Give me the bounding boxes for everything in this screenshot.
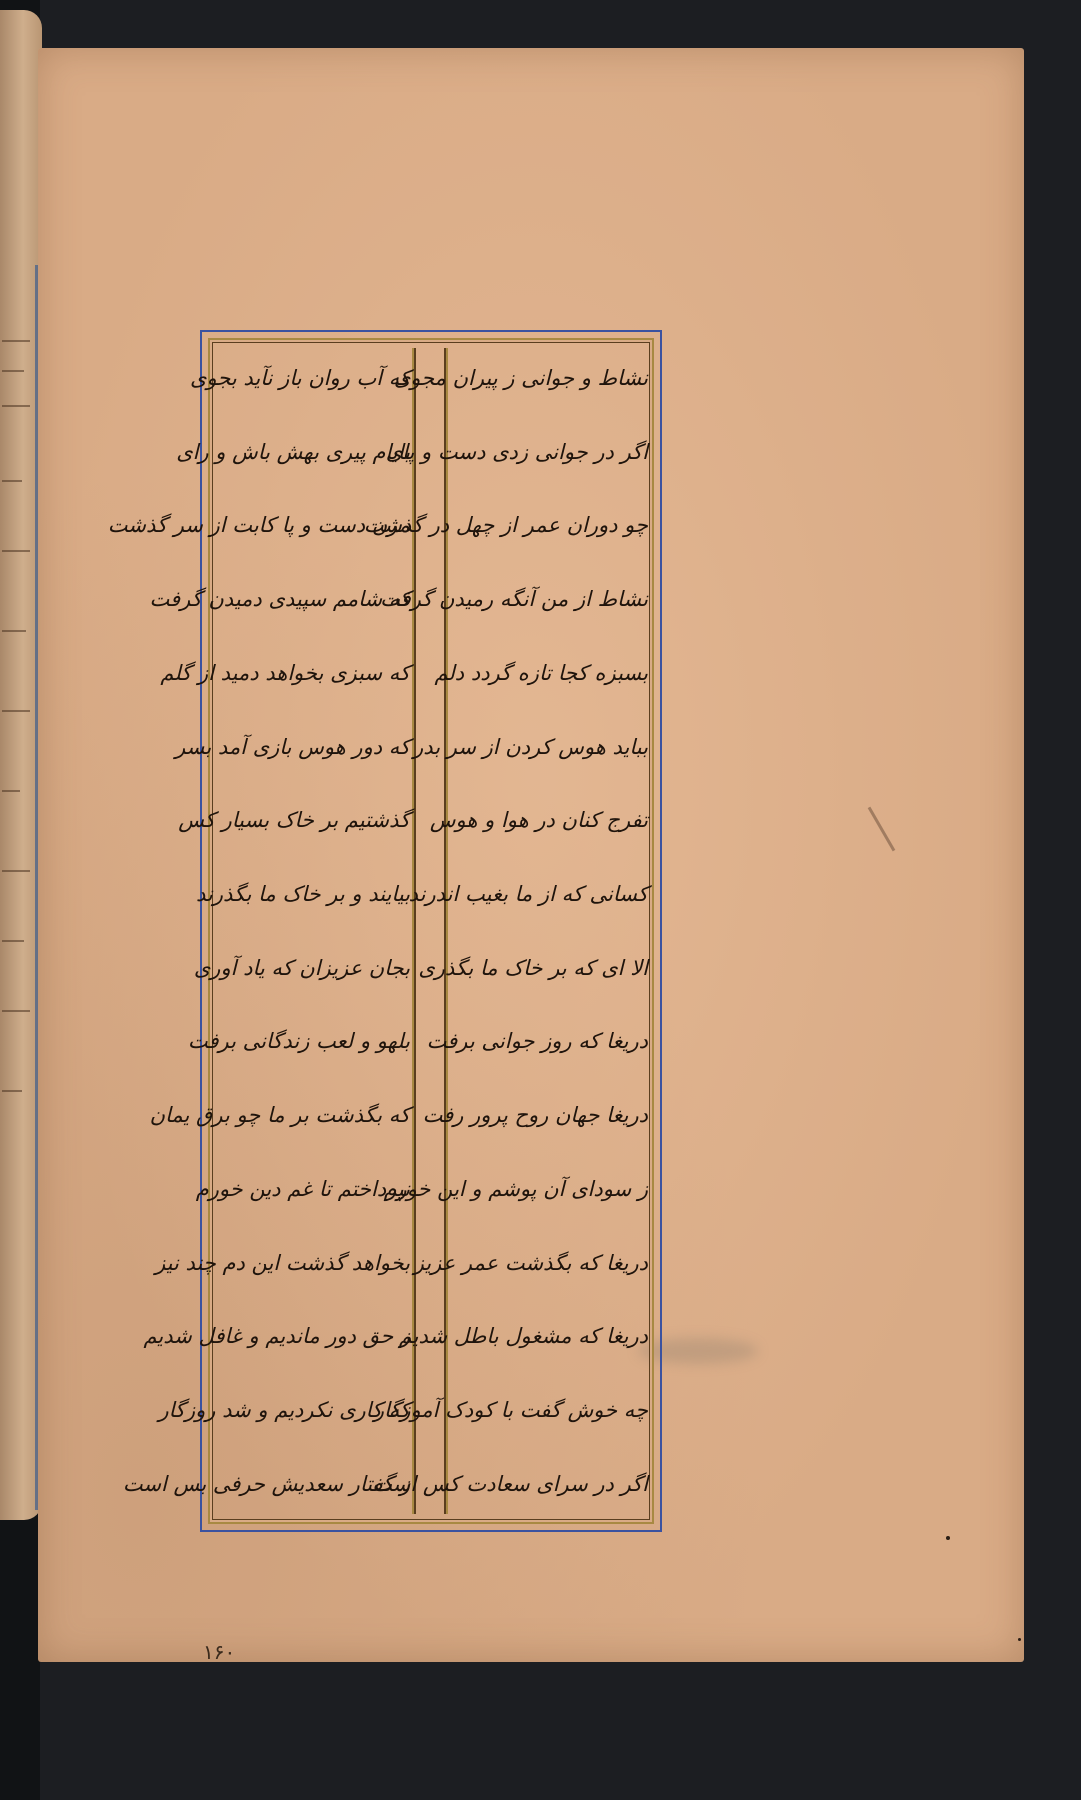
- ink-dot: [1018, 1638, 1021, 1641]
- previous-page-script: [2, 1090, 22, 1092]
- verse-line: چه خوش گفت با کودک آموزگار: [373, 1398, 648, 1423]
- verse-line: تفرج کنان در هوا و هوس: [429, 808, 648, 833]
- verse-line: که دور هوس بازی آمد بسر: [175, 734, 410, 759]
- verse-line: که شامم سپیدی دمیدن گرفت: [149, 587, 410, 612]
- verse-line: اگر در جوانی زدی دست و پای: [385, 439, 648, 464]
- previous-page-script: [2, 790, 20, 792]
- text-block-frame: [107, 330, 662, 1532]
- verse-line: بباید هوس کردن از سر بدر: [413, 734, 648, 759]
- verse-line: بخواهد گذشت این دم چند نیز: [155, 1250, 410, 1275]
- verse-line: دریغا جهان روح پرور رفت: [422, 1103, 648, 1128]
- verse-line: نشاط و جوانی ز پیران مجوی: [393, 366, 648, 390]
- previous-page-script: [2, 870, 30, 872]
- previous-page-script: [2, 405, 30, 407]
- verse-line: که آب روان باز نآید بجوی: [190, 366, 410, 390]
- verse-line: که بگذشت بر ما چو برق یمان: [149, 1103, 410, 1128]
- previous-page-script: [2, 370, 24, 372]
- right-column: [363, 358, 648, 1504]
- verse-line: ز حق دور ماندیم و غافل شدیم: [143, 1324, 410, 1349]
- previous-page-script: [2, 630, 26, 632]
- verse-line: بجان عزیزان که یاد آوری: [193, 955, 410, 980]
- previous-page-script: [2, 1010, 30, 1012]
- verse-line: چو دوران عمر از چهل در گذشت: [363, 513, 648, 538]
- ink-dot: [946, 1536, 950, 1540]
- previous-page-edge: [0, 10, 42, 1520]
- verse-line: ز سودای آن پوشم و این خورم: [383, 1176, 648, 1201]
- verse-line: دریغا که روز جوانی برفت: [426, 1029, 648, 1054]
- gold-ruling: [107, 338, 654, 1524]
- verse-line: اگر در سرای سعادت کس است: [372, 1471, 648, 1496]
- verse-line: ز گفتار سعدیش حرفی بس است: [122, 1471, 410, 1496]
- verse-line: نپرداختم تا غم دین خورم: [195, 1176, 410, 1201]
- previous-page-script: [2, 940, 24, 942]
- verse-line: گذشتیم بر خاک بسیار کس: [178, 808, 410, 833]
- verse-line: که سبزی بخواهد دمید از گلم: [160, 660, 410, 685]
- verse-line: مزن دست و پا کابت از سر گذشت: [107, 513, 410, 538]
- verse-line: بایام پیری بهش باش و رای: [176, 439, 410, 464]
- verse-line: بلهو و لعب زندگانی برفت: [187, 1029, 410, 1054]
- verse-line: دریغا که مشغول باطل شدیم: [398, 1324, 648, 1349]
- previous-page-script: [2, 710, 30, 712]
- verse-line: دریغا که بگذشت عمر عزیز: [413, 1250, 648, 1275]
- paper-mark: [868, 807, 896, 852]
- verse-line: بیایند و بر خاک ما بگذرند: [195, 882, 410, 907]
- previous-page-script: [2, 480, 22, 482]
- verse-line: کسانی که از ما بغیب اندرند: [408, 882, 648, 907]
- manuscript-page: [38, 48, 1024, 1662]
- verse-line: که کاری نکردیم و شد روزگار: [158, 1398, 410, 1423]
- verse-line: بسبزه کجا تازه گردد دلم: [434, 660, 648, 685]
- previous-page-script: [2, 550, 30, 552]
- left-column: [107, 358, 410, 1504]
- folio-number: ۱۶۰: [203, 1640, 236, 1664]
- verse-line: الا ای که بر خاک ما بگذری: [418, 955, 648, 980]
- verse-line: نشاط از من آنگه رمیدن گرفت: [380, 587, 648, 612]
- previous-page-script: [2, 340, 30, 342]
